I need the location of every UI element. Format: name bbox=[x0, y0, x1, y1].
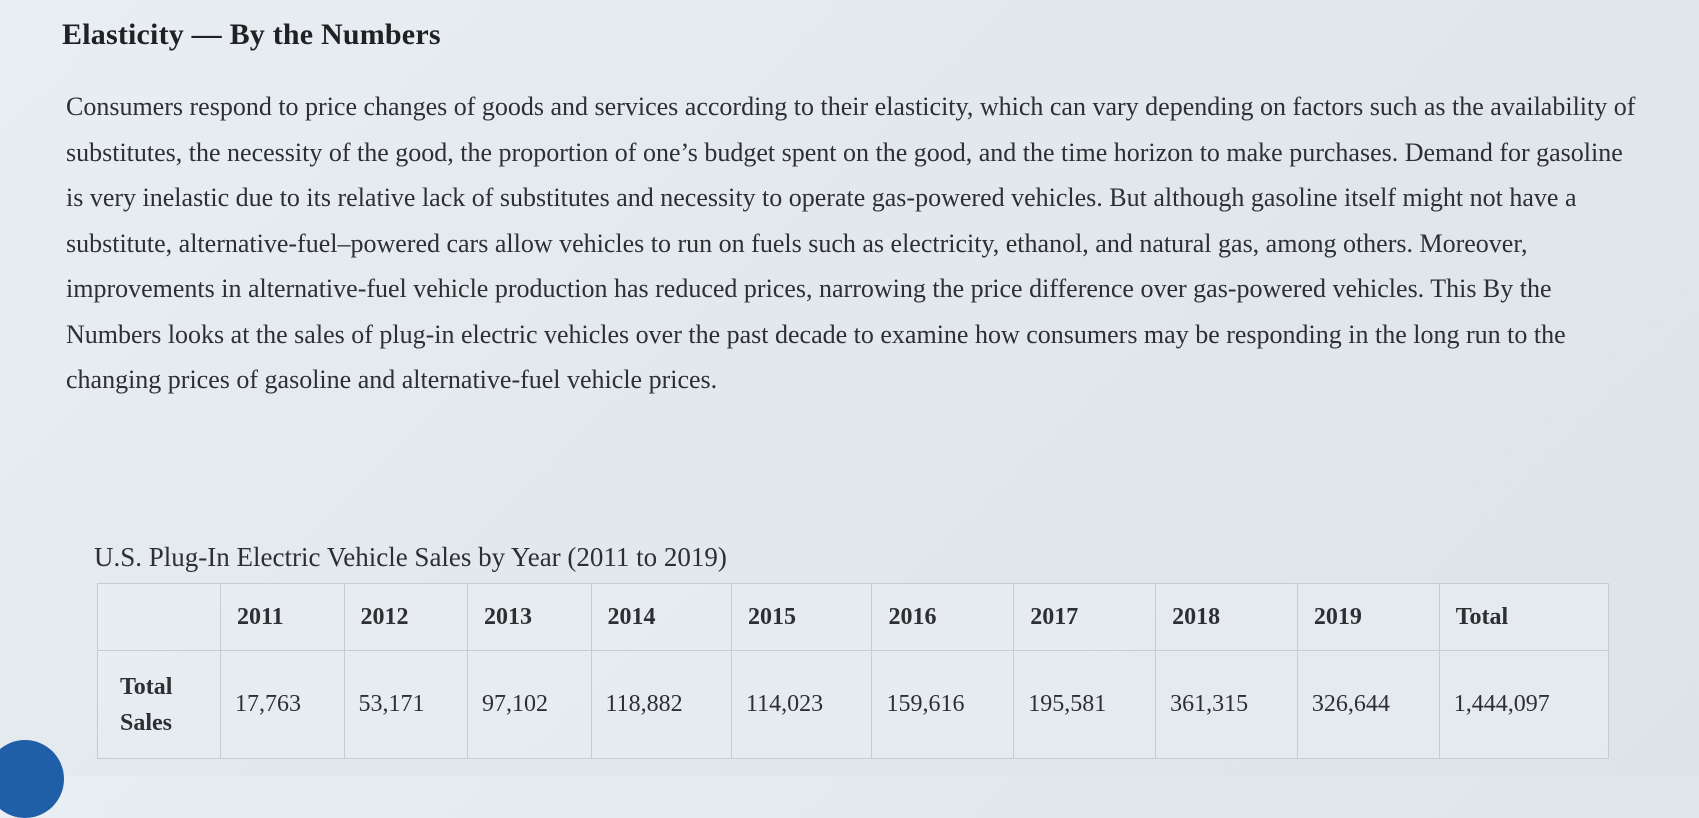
sales-cell-2019: 326,644 bbox=[1297, 651, 1439, 759]
header-cell-2015: 2015 bbox=[732, 584, 872, 651]
header-cell-empty bbox=[98, 584, 221, 651]
intro-paragraph: Consumers respond to price changes of goods and services according to their elasticity, which can vary depending on factors such as the availability of substitutes, the necessity of the good, the proportion of one’s budget spent on the good, and the time horizon to make purchases. Demand for gasoline is very inelastic due to its relative lack of substitutes and necessity to operate gas-powered vehicles. But although gasoline itself might not have a substitute, alternative-fuel–powered cars allow vehicles to run on fuels such as electricity, ethanol, and natural gas, among others. Moreover, improvements in alternative-fuel vehicle production has reduced prices, narrowing the price difference over gas-powered vehicles. This By the Numbers looks at the sales of plug-in electric vehicles over the past decade to examine how consumers may be responding in the long run to the changing prices of gasoline and alternative-fuel vehicle prices. bbox=[66, 92, 1636, 394]
sales-cell-2013: 97,102 bbox=[468, 651, 592, 759]
table-row bbox=[98, 651, 1609, 759]
header-cell-total: Total bbox=[1439, 584, 1608, 651]
header-cell-2017: 2017 bbox=[1014, 584, 1156, 651]
row-label bbox=[98, 651, 221, 759]
header-cell-2019: 2019 bbox=[1297, 584, 1439, 651]
sales-cell-2017: 195,581 bbox=[1014, 651, 1156, 759]
header-cell-2016: 2016 bbox=[872, 584, 1014, 651]
sales-cell-total: 1,444,097 bbox=[1439, 651, 1608, 759]
sales-cell-2014: 118,882 bbox=[591, 651, 731, 759]
sales-cell-2018: 361,315 bbox=[1156, 651, 1298, 759]
row-label-line1: Total bbox=[120, 673, 173, 700]
row-label-line2: Sales bbox=[120, 709, 173, 736]
sales-cell-2012: 53,171 bbox=[344, 651, 468, 759]
header-cell-2012: 2012 bbox=[344, 584, 468, 651]
sales-cell-2016: 159,616 bbox=[872, 651, 1014, 759]
header-cell-2013: 2013 bbox=[468, 584, 592, 651]
page-title: Elasticity — By the Numbers bbox=[62, 18, 441, 51]
ev-sales-table bbox=[97, 583, 1609, 759]
sales-cell-2011: 17,763 bbox=[221, 651, 345, 759]
table-caption: U.S. Plug-In Electric Vehicle Sales by Year (2011 to 2019) bbox=[94, 542, 727, 572]
header-cell-2011: 2011 bbox=[221, 584, 345, 651]
sales-cell-2015: 114,023 bbox=[732, 651, 872, 759]
header-cell-2014: 2014 bbox=[591, 584, 731, 651]
corner-circle-icon[interactable] bbox=[0, 740, 64, 818]
table-header-row bbox=[98, 584, 1609, 651]
header-cell-2018: 2018 bbox=[1156, 584, 1298, 651]
